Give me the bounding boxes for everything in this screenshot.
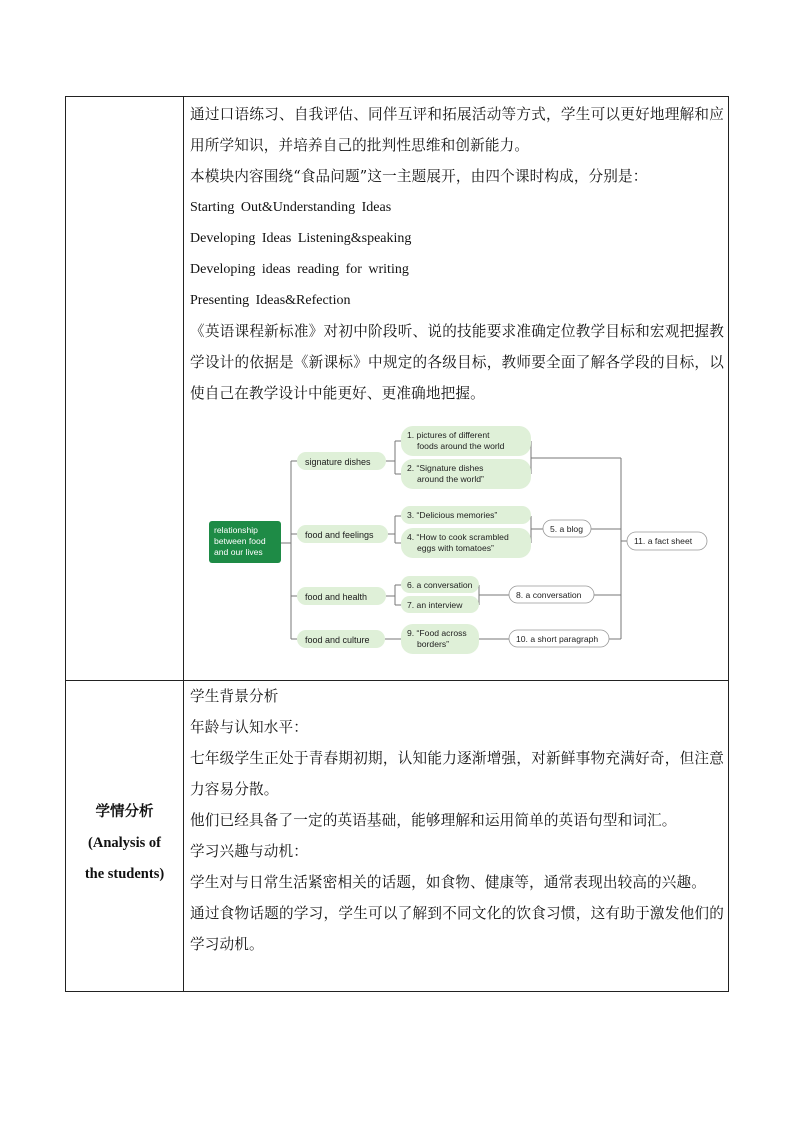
- item-text: 10. a short paragraph: [516, 634, 599, 644]
- item-5: [543, 520, 591, 537]
- branch-food-culture: [297, 630, 385, 648]
- branch-label: food and health: [305, 592, 368, 602]
- analysis-text: 他们已经具备了一定的英语基础，能够理解和运用简单的英语句型和词汇。: [190, 812, 677, 829]
- item-4: [401, 528, 531, 558]
- column-divider: [183, 97, 184, 991]
- item-text: 3. “Delicious memories”: [407, 510, 498, 520]
- analysis-subheading: 年龄与认知水平：: [190, 719, 308, 736]
- item-text: 7. an interview: [407, 600, 463, 610]
- branch-label: food and feelings: [305, 530, 374, 540]
- module-description: [190, 99, 724, 409]
- analysis-subheading: 学习兴趣与动机：: [190, 843, 308, 860]
- item-9: [401, 624, 479, 654]
- root-text: between food: [214, 536, 266, 546]
- label-en-2: the students): [84, 866, 165, 882]
- intro-paragraph-3: 《英语课程新标准》对初中阶段听、说的技能要求准确定位教学目标和宏观把握教学设计的依据是《新课标》中规定的各级目标，教师要全面了解各学段的目标，以使自己在教学设计中能更好、更准确地把握。: [190, 323, 724, 402]
- branch-food-feelings: [297, 525, 388, 543]
- lesson-item: Starting Out&Understanding Ideas: [190, 200, 392, 215]
- branch-food-health: [297, 587, 386, 605]
- item-text: 4. “How to cook scrambled: [407, 532, 509, 542]
- branch-label: food and culture: [305, 635, 370, 645]
- item-text: 11. a fact sheet: [634, 536, 693, 546]
- item-text: foods around the world: [417, 441, 505, 451]
- analysis-text: 学生对与日常生活紧密相关的话题，如食物、健康等，通常表现出较高的兴趣。: [190, 874, 707, 891]
- intro-paragraph-2: 本模块内容围绕“食品问题”这一主题展开，由四个课时构成，分别是：: [190, 168, 648, 185]
- item-6: [401, 576, 479, 593]
- item-text: 1. pictures of different: [407, 430, 490, 440]
- student-analysis: [190, 681, 724, 960]
- food-mind-map: [209, 421, 729, 661]
- lesson-item: Developing ideas reading for writing: [190, 262, 409, 277]
- lesson-plan-table: [65, 96, 729, 992]
- item-8: [509, 586, 594, 603]
- lesson-item: Developing Ideas Listening&speaking: [190, 231, 412, 246]
- item-3: [401, 506, 531, 524]
- item-1: [401, 426, 531, 456]
- branch-signature-dishes: [297, 452, 386, 470]
- item-text: around the world”: [417, 474, 484, 484]
- item-2: [401, 459, 531, 489]
- item-text: 8. a conversation: [516, 590, 582, 600]
- label-en-1: (Analysis of: [88, 835, 161, 851]
- item-7: [401, 596, 479, 613]
- item-text: 2. “Signature dishes: [407, 463, 484, 473]
- item-text: 6. a conversation: [407, 580, 473, 590]
- item-text: 5. a blog: [550, 524, 583, 534]
- row-label-students: [66, 797, 183, 890]
- root-text: relationship: [214, 525, 258, 535]
- item-text: 9. “Food across: [407, 628, 467, 638]
- item-text: eggs with tomatoes”: [417, 543, 494, 553]
- label-cn: 学情分析: [95, 804, 154, 820]
- item-11: [627, 532, 707, 550]
- branch-label: signature dishes: [305, 457, 371, 467]
- root-text: and our lives: [214, 547, 263, 557]
- intro-paragraph-1: 通过口语练习、自我评估、同伴互评和拓展活动等方式，学生可以更好地理解和应用所学知识，并培养自己的批判性思维和创新能力。: [190, 106, 724, 154]
- analysis-text: 通过食物话题的学习，学生可以了解到不同文化的饮食习惯，这有助于激发他们的学习动机。: [190, 905, 724, 953]
- analysis-text: 七年级学生正处于青春期初期，认知能力逐渐增强，对新鲜事物充满好奇，但注意力容易分散。: [190, 750, 724, 798]
- item-10: [509, 630, 609, 647]
- lesson-item: Presenting Ideas&Refection: [190, 293, 351, 308]
- analysis-heading: 学生背景分析: [190, 688, 279, 705]
- item-text: borders”: [417, 639, 449, 649]
